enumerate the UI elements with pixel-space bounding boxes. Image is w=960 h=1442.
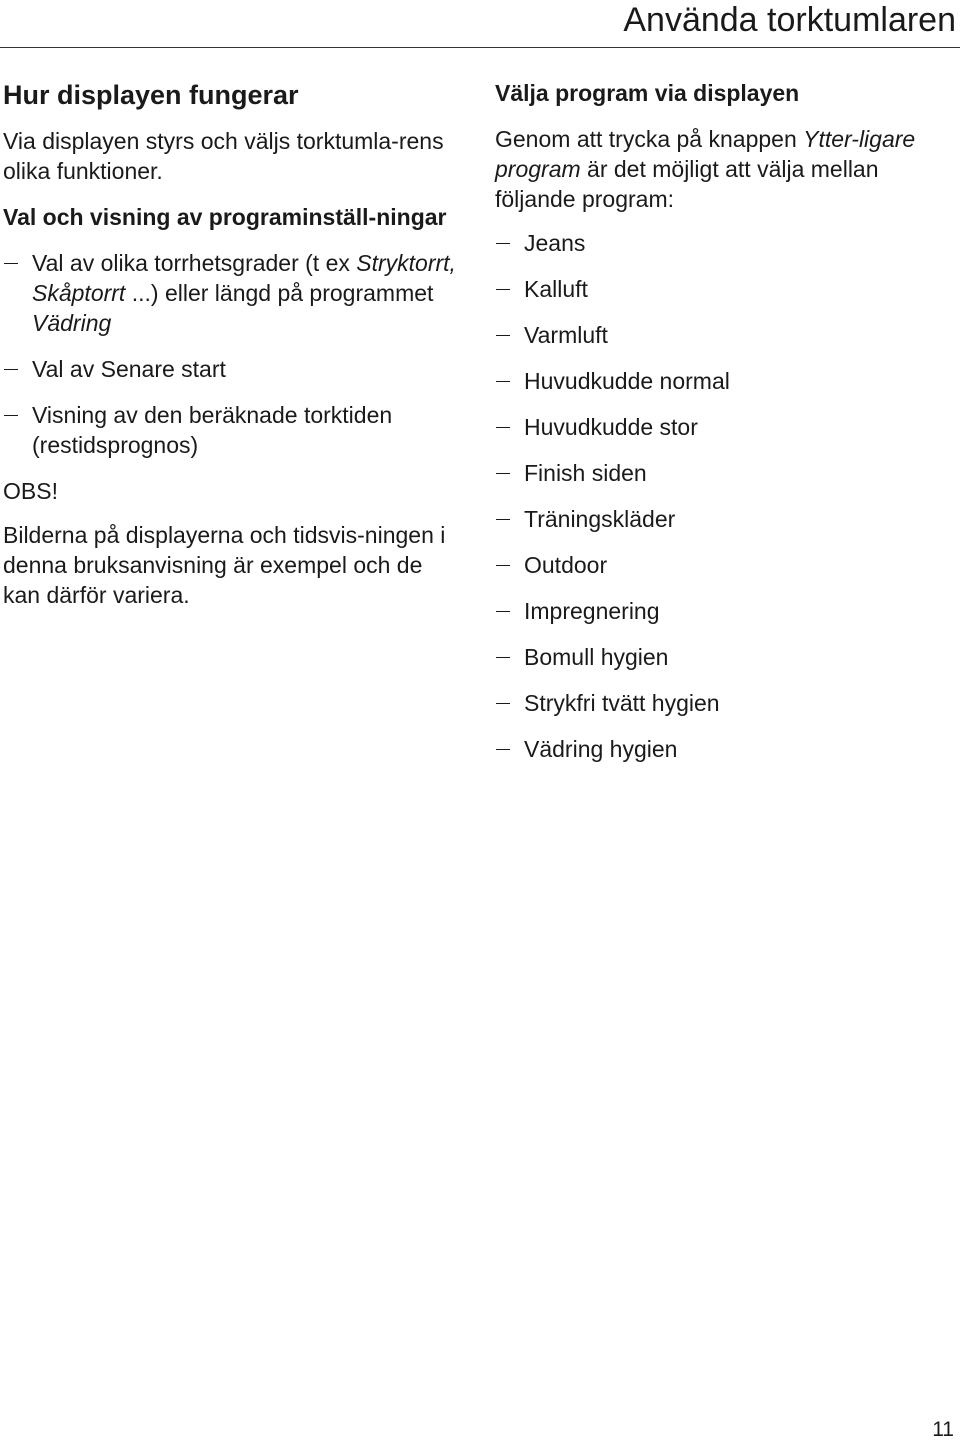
section-heading-programs: Välja program via displayen: [495, 80, 800, 106]
item-italic-text: Vädring: [32, 310, 112, 336]
program-list: [495, 228, 945, 764]
program-item: Huvudkudde normal: [495, 366, 945, 396]
left-column: [3, 78, 463, 626]
right-column: [495, 78, 945, 780]
item-text: Val av olika torrhetsgrader (t ex: [32, 250, 357, 276]
program-item: Bomull hygien: [495, 642, 945, 672]
list-item: Val av Senare start: [3, 354, 463, 384]
program-item: Outdoor: [495, 550, 945, 580]
program-item: Finish siden: [495, 458, 945, 488]
list-item: [3, 248, 463, 338]
program-item: Kalluft: [495, 274, 945, 304]
note-title: OBS!: [3, 478, 58, 504]
page-header-title: Använda torktumlaren: [623, 1, 956, 39]
program-item: Huvudkudde stor: [495, 412, 945, 442]
subsection-heading-settings: Val och visning av programinställ-ningar: [3, 204, 447, 230]
page-number: 11: [932, 1418, 954, 1441]
item-italic-text: Stryktorrt, Skåptorrt: [32, 250, 456, 306]
intro-text: Genom att trycka på knappen: [495, 126, 804, 152]
programs-intro: [495, 124, 945, 214]
program-item: Jeans: [495, 228, 945, 258]
program-item: Träningskläder: [495, 504, 945, 534]
program-item: Vädring hygien: [495, 734, 945, 764]
intro-text: är det möjligt att välja mellan följande program:: [495, 156, 879, 212]
section-heading-display: Hur displayen fungerar: [3, 80, 299, 110]
program-item: Varmluft: [495, 320, 945, 350]
intro-paragraph: Via displayen styrs och väljs torktumla-rens olika funktioner.: [3, 128, 444, 184]
settings-list: [3, 248, 463, 460]
item-text: ...) eller längd på programmet: [125, 280, 434, 306]
intro-italic-text: Ytter-ligare program: [495, 126, 916, 182]
header-divider: [0, 47, 960, 48]
list-item: Visning av den beräknade torktiden (restidsprognos): [3, 400, 463, 460]
program-item: Impregnering: [495, 596, 945, 626]
program-item: Strykfri tvätt hygien: [495, 688, 945, 718]
note-text: Bilderna på displayerna och tidsvis-ningen i denna bruksanvisning är exempel och de kan därför variera.: [3, 522, 446, 608]
